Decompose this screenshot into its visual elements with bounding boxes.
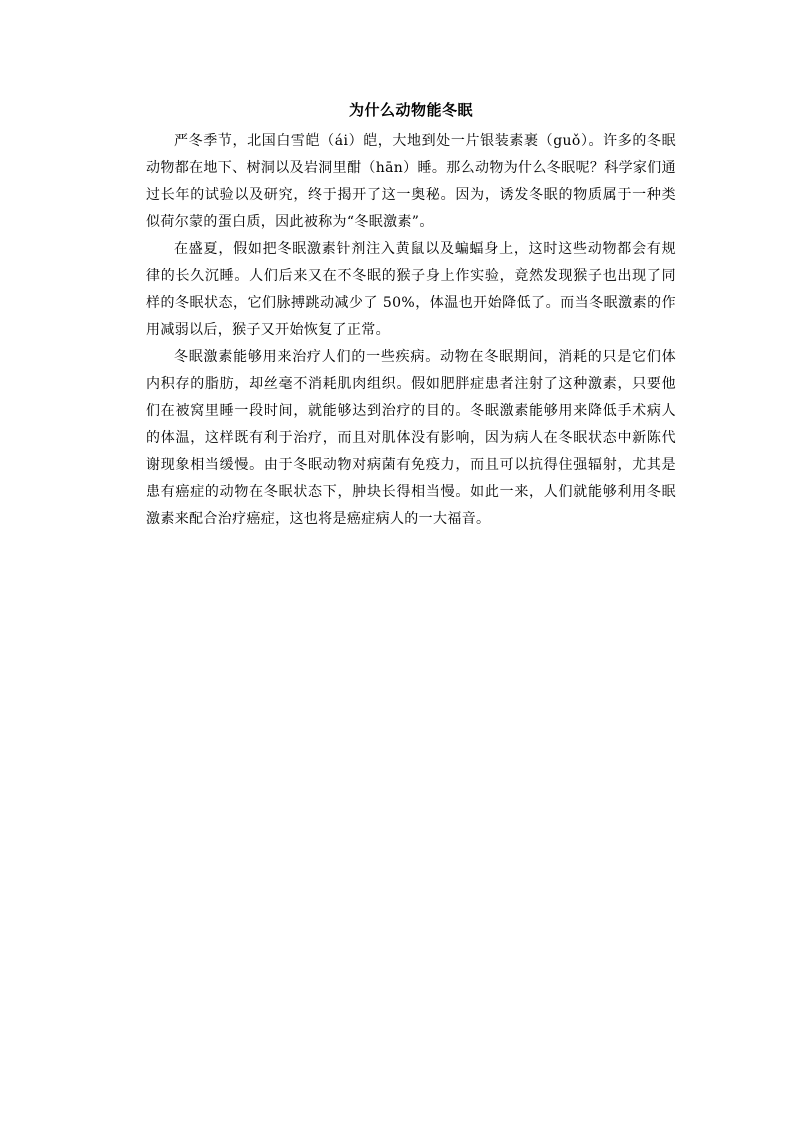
document-page [146, 100, 676, 533]
document-title: 为什么动物能冬眠 [348, 101, 473, 119]
paragraph-2: 在盛夏，假如把冬眠激素针剂注入黄鼠以及蝙蝠身上，这时这些动物都会有规律的长久沉睡。人们后来又在不冬眠的猴子身上作实验，竟然发现猴子也出现了同样的冬眠状态，它们脉搏跳动减少了 50%，体温也开始降低了。而当冬眠激素的作用减弱以后，猴子又开始恢复了正常。 [146, 241, 676, 338]
paragraph-1: 严冬季节，北国白雪皑（ái）皑，大地到处一片银装素裹（guǒ）。许多的冬眠动物都在地下、树洞以及岩洞里酣（hān）睡。那么动物为什么冬眠呢？科学家们通过长年的试验以及研究，终于揭开了这一奥秘。因为，诱发冬眠的物质属于一种类似荷尔蒙的蛋白质，因此被称为“冬眠激素”。 [146, 133, 676, 230]
paragraph-3: 冬眠激素能够用来治疗人们的一些疾病。动物在冬眠期间，消耗的只是它们体内积存的脂肪，却丝毫不消耗肌肉组织。假如肥胖症患者注射了这种激素，只要他们在被窝里睡一段时间，就能够达到治疗的目的。冬眠激素能够用来降低手术病人的体温，这样既有利于治疗，而且对肌体没有影响，因为病人在冬眠状态中新陈代谢现象相当缓慢。由于冬眠动物对病菌有免疫力，而且可以抗得住强辐射，尤其是患有癌症的动物在冬眠状态下，肿块长得相当慢。如此一来，人们就能够利用冬眠激素来配合治疗癌症，这也将是癌症病人的一大福音。 [146, 349, 676, 527]
